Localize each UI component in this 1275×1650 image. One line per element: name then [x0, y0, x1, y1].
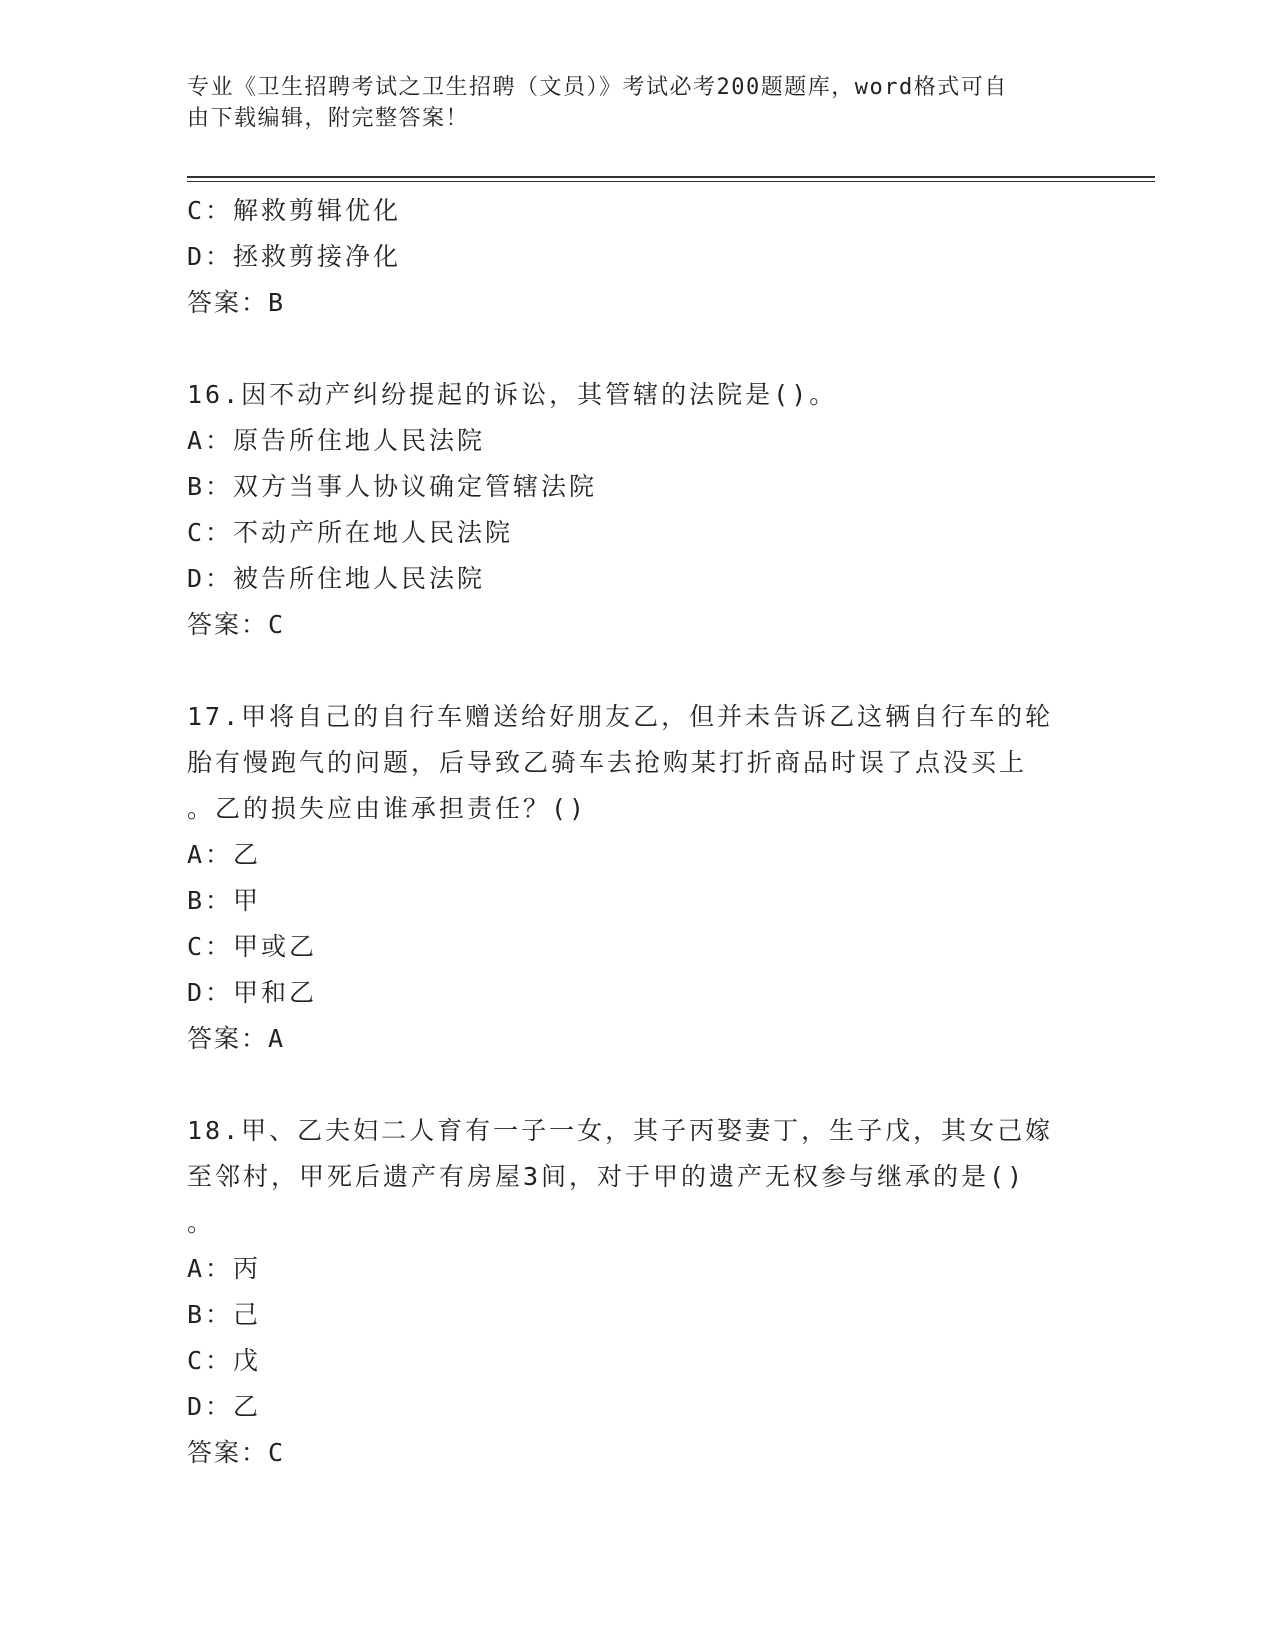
question-16	[187, 372, 1067, 648]
answer-line: 答案：B	[187, 288, 286, 317]
question-stem: 16.因不动产纠纷提起的诉讼，其管辖的法院是()。	[187, 380, 838, 409]
option-b: B：己	[187, 1300, 262, 1329]
header-divider-top	[187, 176, 1155, 178]
answer-line: 答案：A	[187, 1024, 286, 1053]
option-d: D：甲和乙	[187, 978, 318, 1007]
option-b: B：甲	[187, 886, 262, 915]
spacer	[187, 648, 1067, 694]
option-b: B：双方当事人协议确定管辖法院	[187, 472, 598, 501]
answer-line: 答案：C	[187, 1438, 286, 1467]
option-a: A：丙	[187, 1254, 262, 1283]
question-stem-line-2: 胎有慢跑气的问题，后导致乙骑车去抢购某打折商品时误了点没买上	[187, 748, 1028, 777]
answer-line: 答案：C	[187, 610, 286, 639]
question-17	[187, 694, 1067, 1062]
header-divider-bottom	[187, 181, 1155, 182]
question-stem-line-3: 。乙的损失应由谁承担责任？()	[187, 794, 588, 823]
option-a: A：原告所住地人民法院	[187, 426, 486, 455]
option-a: A：乙	[187, 840, 262, 869]
option-d: D：被告所住地人民法院	[187, 564, 486, 593]
question-stem-line-1: 17.甲将自己的自行车赠送给好朋友乙，但并未告诉乙这辆自行车的轮	[187, 702, 1054, 731]
spacer	[187, 326, 1067, 372]
intro-line-1: 专业《卫生招聘考试之卫生招聘（文员）》考试必考200题题库，word格式可自	[187, 75, 1008, 100]
intro-line-2: 由下载编辑，附完整答案！	[187, 106, 470, 131]
option-d: D：拯救剪接净化	[187, 242, 402, 271]
option-c: C：不动产所在地人民法院	[187, 518, 514, 547]
option-c: C：戊	[187, 1346, 262, 1375]
option-d: D：乙	[187, 1392, 262, 1421]
question-stem-line-1: 18.甲、乙夫妇二人育有一子一女，其子丙娶妻丁，生子戊，其女己嫁	[187, 1116, 1054, 1145]
document-header	[187, 72, 1067, 134]
question-18	[187, 1108, 1067, 1476]
spacer	[187, 1062, 1067, 1108]
option-c: C：解救剪辑优化	[187, 196, 402, 225]
option-c: C：甲或乙	[187, 932, 318, 961]
question-stem-line-2: 至邻村，甲死后遗产有房屋3间，对于甲的遗产无权参与继承的是()	[187, 1162, 1026, 1191]
question-stem-line-3: 。	[187, 1208, 216, 1237]
prev-question-block	[187, 188, 1067, 326]
question-content	[187, 188, 1067, 1476]
